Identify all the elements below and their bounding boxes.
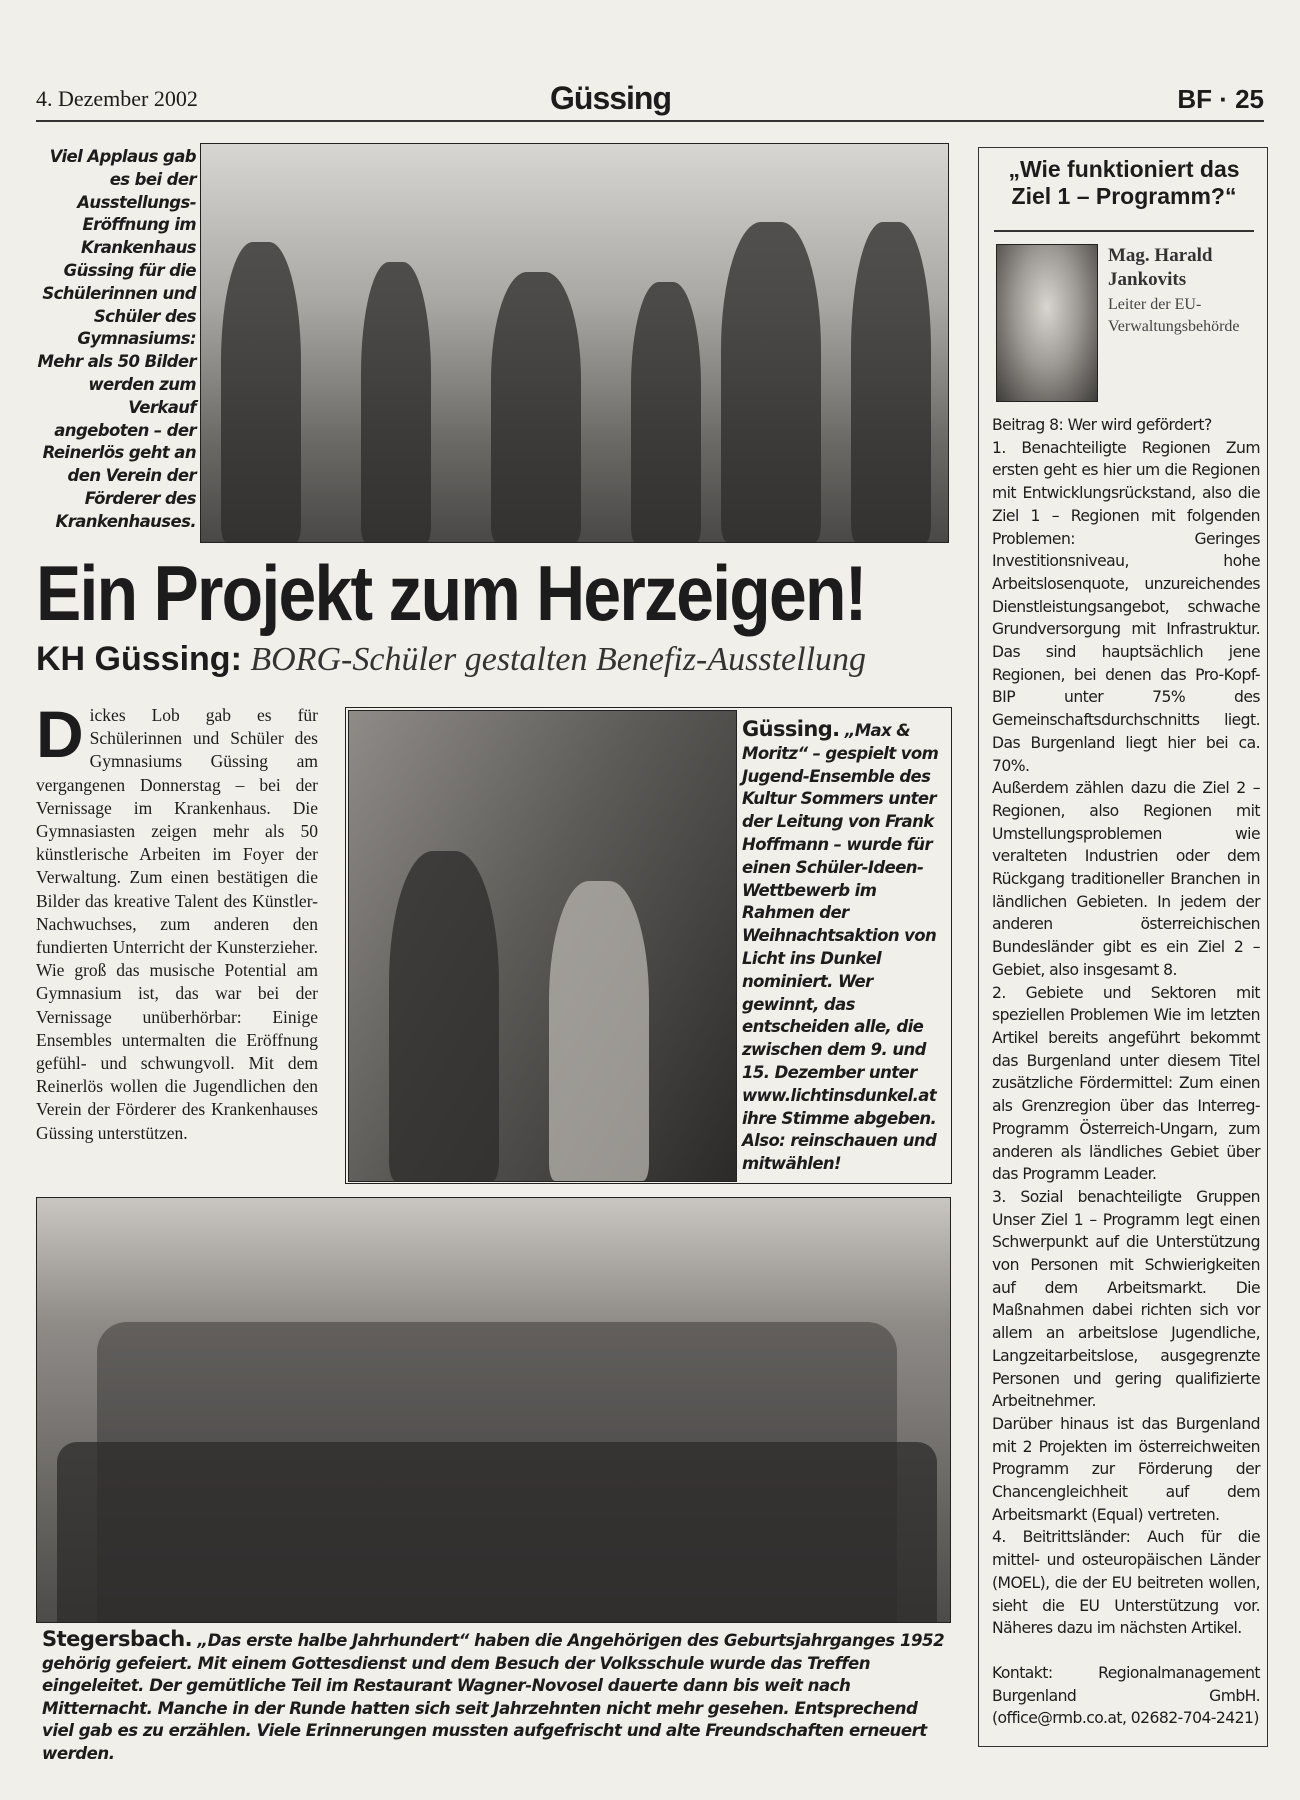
top-photo-caption: Viel Applaus gab es bei der Ausstellungs-Eröffnung im Krankenhaus Güssing für die Schülerinnen und Schüler des Gymnasiums: Mehr als 50 Bilder werden zum Verkauf angeboten – der Reinerlös geht an den Verein der Förderer des Krankenhauses. bbox=[37, 147, 196, 531]
caption-place: Güssing. bbox=[742, 717, 840, 741]
sidebar-paragraph: Außerdem zählen dazu die Ziel 2 – Regionen, also Regionen mit Umstellungsproblemen wie veralteten Industrien oder dem Rückgang traditioneller Branchen in ländlichen Gebieten. In jedem der anderen österreichischen Bundesländer gibt es ein Ziel 2 – Gebiet, also insgesamt 8. bbox=[992, 779, 1260, 979]
sidebar-contact: Kontakt: Regionalmanagement Burgenland GmbH. (office@rmb.co.at, 02682-704-2421) bbox=[992, 1663, 1260, 1728]
author-role: Leiter der EU-Verwaltungsbehörde bbox=[1108, 296, 1240, 335]
article-headline: Ein Projekt zum Herzeigen! bbox=[36, 549, 866, 637]
header-rule bbox=[36, 120, 1264, 122]
author-portrait bbox=[996, 244, 1098, 402]
sidebar-paragraph: 4. Beitrittsländer: Auch für die mittel- und osteuropäischen Länder (MOEL), die der EU beitreten wollen, sieht die EU Unterstützung vor. Näheres dazu im nächsten Artikel. bbox=[992, 1528, 1260, 1638]
sidebar-rule bbox=[994, 230, 1254, 232]
theater-photo bbox=[348, 710, 737, 1182]
drop-cap: D bbox=[36, 697, 84, 771]
article-body bbox=[36, 697, 318, 1145]
article-subhead bbox=[36, 640, 866, 679]
caption-place: Stegersbach. bbox=[42, 1627, 193, 1651]
sidebar-paragraph: 3. Sozial benachteiligte Gruppen Unser Ziel 1 – Programm legt einen Schwerpunkt auf die Unterstützung von Personen mit Schwierigkeiten auf dem Arbeitsmarkt. Die Maßnahmen dabei richten sich vor allem an arbeitslose Jugendliche, Langzeitarbeitslose, ausgegrenzte Personen und gering qualifizierte Arbeitnehmer. bbox=[992, 1187, 1260, 1411]
exhibition-opening-photo bbox=[200, 143, 949, 543]
sidebar-paragraph: 1. Benachteiligte Regionen Zum ersten geht es hier um die Regionen mit Entwicklungsrückstand, also die Ziel 1 – Regionen mit folgenden Problemen: Geringes Investitionsniveau, hohe Arbeitslosenquote, unzureichendes Dienstleistungsangebot, schwache Grundversorgung mit Infrastruktur. Das sind hauptsächlich jene Regionen, bei denen das Pro-Kopf-BIP unter 75% des Gemeinschaftsdurchschnitts liegt. Das Burgenland liegt hier bei ca. 70%. bbox=[992, 438, 1260, 775]
sidebar-body bbox=[992, 414, 1260, 1730]
sidebar-title: „Wie funktioniert das Ziel 1 – Programm?“ bbox=[1008, 156, 1240, 209]
sidebar-paragraph: 2. Gebiete und Sektoren mit speziellen Problemen Wie im letzten Artikel bereits angeführt bekommt das Burgenland unter diesem Titel zusätzliche Fördermittel: Zum einen als Grenzregion über das Interreg-Programm Österreich-Ungarn, zum anderen als ländliches Gebiet über das Programm Leader. bbox=[992, 983, 1260, 1184]
author-name: Mag. Harald Jankovits bbox=[1108, 245, 1213, 290]
caption-text: „Max & Moritz“ – gespielt vom Jugend-Ensemble des Kultur Sommers unter der Leitung von Frank Hoffmann – wurde für einen Schüler-Ideen-Wettbewerb im Rahmen der Weihnachtsaktion von Licht ins Dunkel nominiert. Wer gewinnt, das entscheiden alle, die zwischen dem 9. und 15. Dezember unter www.lichtinsdunkel.at ihre Stimme abgeben. Also: reinschauen und mitwählen! bbox=[742, 721, 939, 1174]
caption-text: „Das erste halbe Jahrhundert“ haben die Angehörigen des Geburtsjahrganges 1952 gehörig gefeiert. Mit einem Gottesdienst und dem Besuch der Volksschule wurde das Treffen eingeleitet. Der gemütliche Teil im Restaurant Wagner-Novosel dauerte dann bis weit nach Mitternacht. Manche in der Runde hatten sich seit Jahrzehnten nicht mehr gesehen. Entsprechend viel gab es zu erzählen. Viele Erinnerungen mussten aufgefrischt und alte Freundschaften erneuert werden. bbox=[42, 1631, 945, 1763]
section-title: Güssing bbox=[550, 80, 672, 116]
sidebar-paragraph: Beitrag 8: Wer wird gefördert? bbox=[992, 416, 1212, 434]
page-number: BF · 25 bbox=[1177, 84, 1264, 114]
article-body-text: ickes Lob gab es für Schülerinnen und Schüler des Gymnasiums Güssing am vergangenen Donnerstag – bei der Vernissage im Krankenhaus. Die Gymnasiasten zeigen mehr als 50 künstlerische Arbeiten im Foyer der Verwaltung. Zum einen bestätigen die Bilder das kreative Talent des Künstler-Nachwuchses, zum anderen den fundierten Unterricht der Kunsterzieher. Wie groß das musische Potential am Gymnasium ist, das war bei der Vernissage unüberhörbar: Einige Ensembles untermalten die Eröffnung gefühl- und schwungvoll. Mit dem Reinerlös wollen die Jugendlichen den Verein der Förderer des Krankenhauses Güssing unterstützen. bbox=[36, 705, 318, 1143]
sidebar-paragraph: Darüber hinaus ist das Burgenland mit 2 Projekten im österreichweiten Programm zur Förderung der Chancengleichheit auf dem Arbeitsmarkt (Equal) vertreten. bbox=[992, 1414, 1260, 1524]
theater-photo-caption bbox=[742, 718, 950, 1176]
subhead-text: BORG-Schüler gestalten Benefiz-Ausstellung bbox=[241, 641, 867, 678]
issue-date: 4. Dezember 2002 bbox=[36, 86, 198, 111]
reunion-photo-caption bbox=[42, 1628, 947, 1765]
subhead-place: KH Güssing: bbox=[36, 640, 242, 678]
class-reunion-photo bbox=[36, 1197, 951, 1623]
